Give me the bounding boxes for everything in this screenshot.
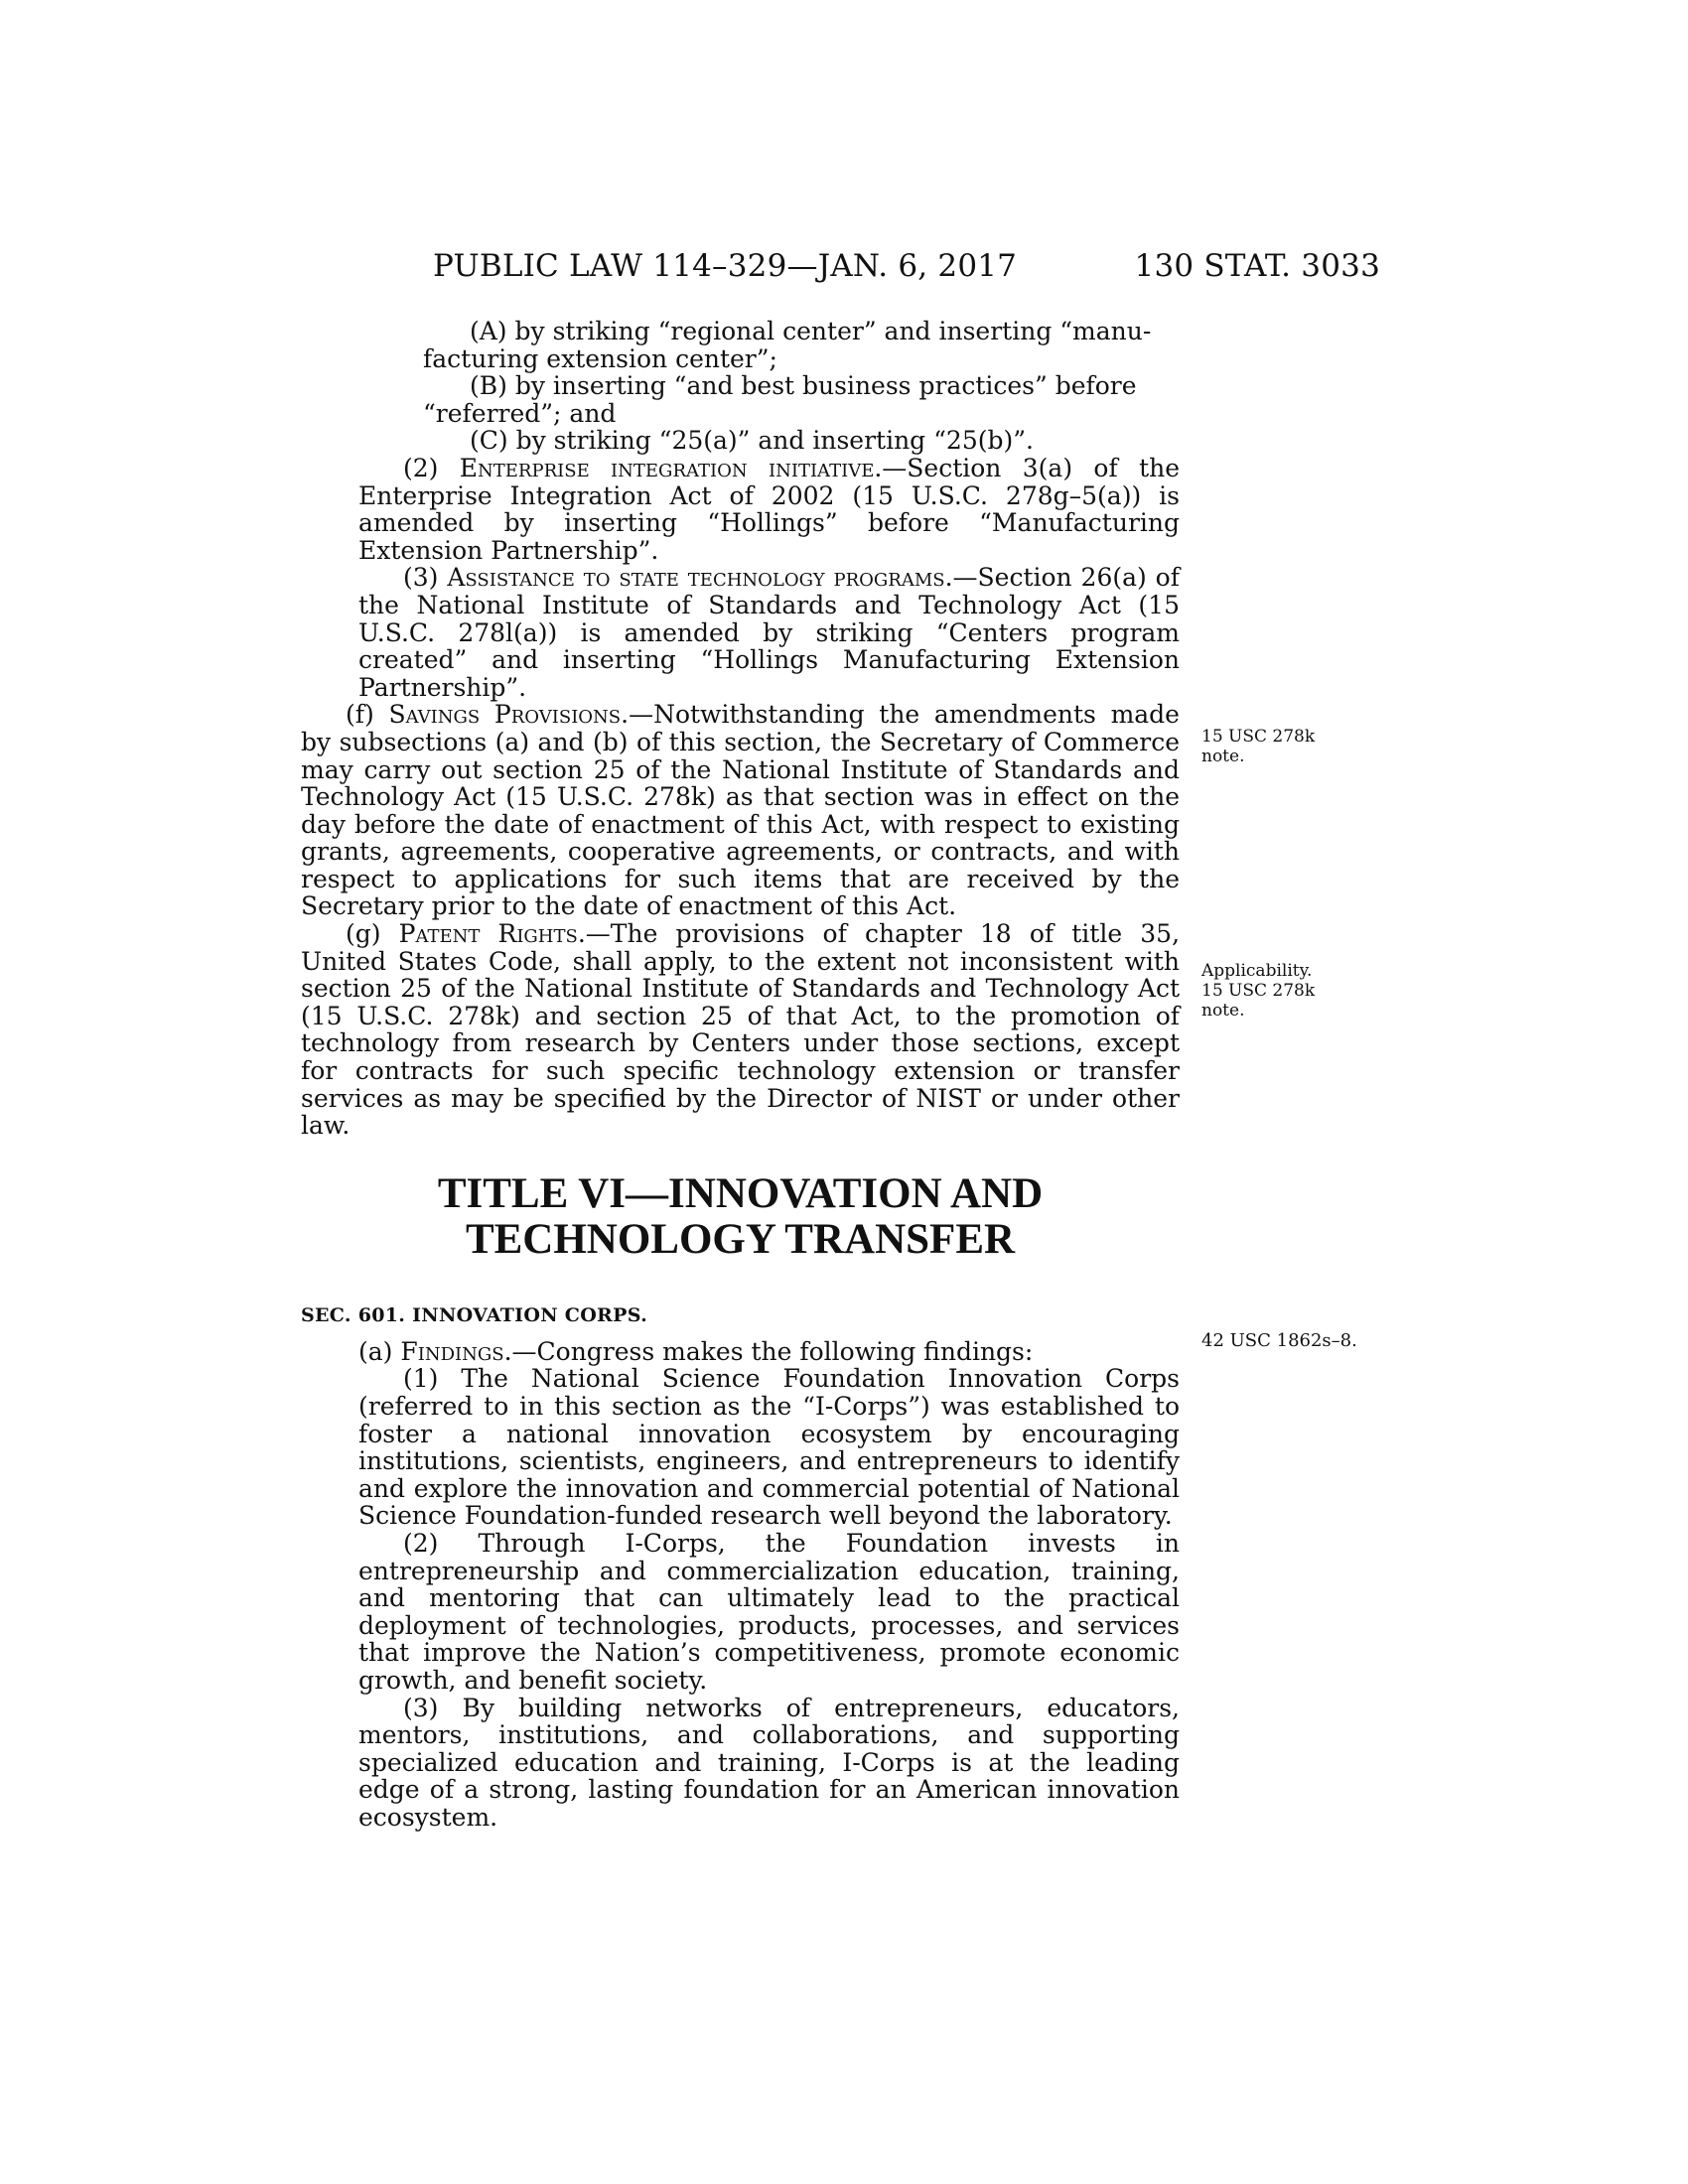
clause-b-line1: (B) by inserting “and best business practices” before <box>470 371 1137 401</box>
document-body <box>301 318 1180 1832</box>
paragraph-3-text: .—Section 26(a) of the National Institute of Standards and Technology Act (15 U.S.C. 278l(a)) is amended by striking “Centers program created” and inserting “Hollings Manufacturing Extension Partnership”. <box>358 563 1180 702</box>
subsection-g-heading: Patent Rights <box>398 919 578 949</box>
section-heading: SEC. 601. INNOVATION CORPS. <box>301 1303 647 1326</box>
paragraph-2-number: (2) <box>403 453 460 482</box>
margin-note-f <box>1201 727 1315 766</box>
margin-note-f-cite: 15 USC 278k <box>1201 727 1316 747</box>
title-line-1: TITLE VI—INNOVATION AND <box>437 1169 1044 1217</box>
section-heading-row <box>301 1304 1180 1334</box>
subsection-f-number: (f) <box>346 700 389 730</box>
subsection-g <box>301 920 1180 1140</box>
findings-text: .—Congress makes the following findings: <box>503 1336 1034 1366</box>
clause-a-line1: (A) by striking “regional center” and inserting “manu- <box>470 317 1152 345</box>
findings-heading: Findings <box>400 1336 504 1366</box>
running-head-law: PUBLIC LAW 114–329—JAN. 6, 2017 <box>433 248 1018 284</box>
paragraph-3-heading: Assistance to state technology programs <box>447 563 945 593</box>
section-citation: 42 USC 1862s–8. <box>1201 1330 1357 1351</box>
title-heading <box>301 1171 1180 1263</box>
paragraph-2 <box>301 455 1180 564</box>
margin-note-g-note: note. <box>1201 1001 1245 1021</box>
paragraph-2-heading: Enterprise integration initiative <box>459 453 875 482</box>
subsection-f-heading: Savings Provisions <box>388 700 622 730</box>
paragraph-3 <box>301 564 1180 701</box>
page-header <box>298 248 1380 288</box>
title-line-2: TECHNOLOGY TRANSFER <box>465 1215 1016 1263</box>
subsection-f-text: .—Notwithstanding the amendments made by subsections (a) and (b) of this section, the Secretary of Commerce may carry out section 25 of the National Institute of Standards and Technology Act (15 U.S.C. 278k) as that section was in effect on the day before the date of enactment of this Act, with respect to existing grants, agreements, cooperative agreements, or contracts, and with respect to applications for such items that are received by the Secretary prior to the date of enactment of this Act. <box>301 700 1180 921</box>
margin-note-g-cite: 15 USC 278k <box>1201 981 1316 1001</box>
subsection-f <box>301 701 1180 920</box>
clause-c: (C) by striking “25(a)” and inserting “25(b)”. <box>470 426 1034 456</box>
margin-note-g-applicability: Applicability. <box>1201 961 1313 981</box>
finding-2: (2) Through I-Corps, the Foundation invests in entrepreneurship and commercialization education, training, and mentoring that can ultimately lead to the practical deployment of technologies, products, processes, and services that improve the Nation’s competitiveness, promote economic growth, and benefit society. <box>358 1528 1180 1695</box>
clause-a-line2: facturing extension center”; <box>423 343 777 373</box>
subsection-g-number: (g) <box>346 919 399 949</box>
subsection-g-text: .—The provisions of chapter 18 of title 35, United States Code, shall apply, to the extent not inconsistent with section 25 of the National Institute of Standards and Technology Act (15 U.S.C. 278k) and section 25 of that Act, to the promotion of technology from research by Centers under those sections, except for contracts for such specific technology extension or transfer services as may be specified by the Director of NIST or under other law. <box>301 919 1181 1141</box>
margin-note-f-note: note. <box>1201 747 1245 766</box>
finding-1: (1) The National Science Foundation Innovation Corps (referred to in this section as the “I-Corps”) was established to foster a national innovation ecosystem by encouraging institutions, scientists, engineers, and entrepreneurs to identify and explore the innovation and commercial potential of National Science Foundation-funded research well beyond the laboratory. <box>358 1364 1180 1531</box>
paragraph-2-text: .—Section 3(a) of the Enterprise Integration Act of 2002 (15 U.S.C. 278g–5(a)) is amended by inserting “Hollings” before “Manufacturing Extension Partnership”. <box>358 453 1181 565</box>
findings-number: (a) <box>358 1336 401 1366</box>
running-head-stat-page: 130 STAT. 3033 <box>1134 248 1380 284</box>
clause-b-line2: “referred”; and <box>423 398 617 428</box>
subsection-a-findings <box>301 1338 1180 1366</box>
margin-note-g <box>1201 961 1315 1021</box>
paragraph-3-number: (3) <box>403 563 448 593</box>
finding-3: (3) By building networks of entrepreneurs, educators, mentors, institutions, and collaborations, and supporting specialized education and training, I-Corps is at the leading edge of a strong, lasting foundation for an American innovation ecosystem. <box>358 1693 1180 1832</box>
